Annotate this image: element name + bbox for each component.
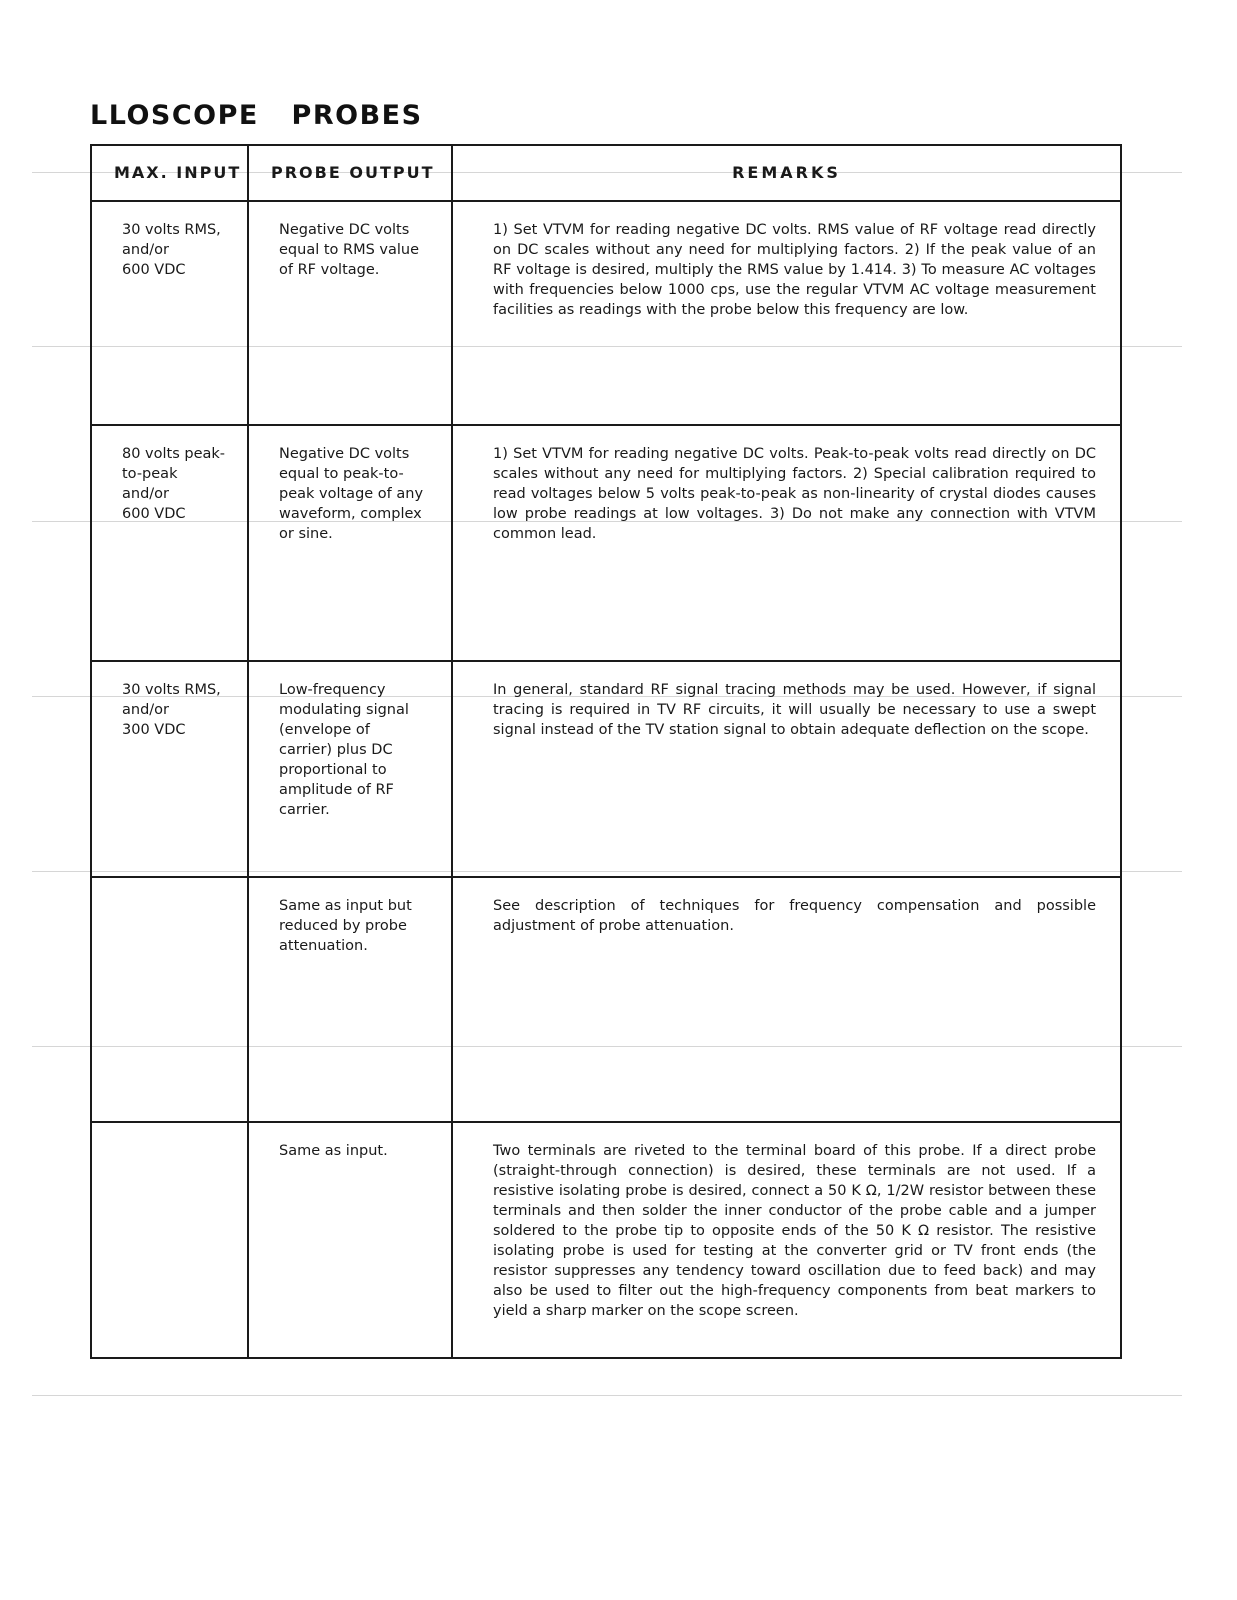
cell-probe-output: Negative DC volts equal to peak-to- peak voltage of any waveform, complex or sine.: [248, 425, 452, 661]
scan-artifact-line: [32, 1395, 1182, 1396]
cell-remarks: 1) Set VTVM for reading negative DC volts. RMS value of RF voltage read directly on DC scales without any need for multiplying factors. 2) If the peak value of an RF voltage is desired, multiply the RMS value by 1.414. 3) To measure AC voltages with frequencies below 1000 cps, use the regular VTVM AC voltage measurement facilities as readings with the probe below this frequency are low.: [452, 201, 1121, 425]
table-row: [91, 877, 1121, 1122]
cell-remarks: In general, standard RF signal tracing methods may be used. However, if signal tracing is required in TV RF circuits, it will usually be necessary to use a swept signal instead of the TV station signal to obtain adequate deflection on the scope.: [452, 661, 1121, 877]
table-header-row: [91, 145, 1121, 201]
cell-max-input: 80 volts peak- to-peak and/or 600 VDC: [91, 425, 248, 661]
table-row: [91, 661, 1121, 877]
header-probe-output: PROBE OUTPUT: [248, 145, 452, 201]
cell-remarks: See description of techniques for frequency compensation and possible adjustment of probe attenuation.: [452, 877, 1121, 1122]
cell-probe-output: Same as input.: [248, 1122, 452, 1358]
header-max-input: MAX. INPUT: [91, 145, 248, 201]
probe-specs-table: [90, 144, 1122, 1359]
cell-max-input: 30 volts RMS, and/or 300 VDC: [91, 661, 248, 877]
cell-max-input: [91, 877, 248, 1122]
cell-remarks: Two terminals are riveted to the terminal board of this probe. If a direct probe (straight-through connection) is desired, these terminals are not used. If a resistive isolating probe is desired, connect a 50 K Ω, 1/2W resistor between these terminals and then solder the inner conductor of the probe cable and a jumper soldered to the probe tip to opposite ends of the 50 K Ω resistor. The resistive isolating probe is used for testing at the converter grid or TV front ends (the resistor suppresses any tendency toward oscillation due to feed back) and may also be used to filter out the high-frequency components from beat markers to yield a sharp marker on the scope screen.: [452, 1122, 1121, 1358]
cell-probe-output: Low-frequency modulating signal (envelope of carrier) plus DC proportional to amplitude of RF carrier.: [248, 661, 452, 877]
header-remarks: REMARKS: [452, 145, 1121, 201]
page-title: LLOSCOPE PROBES: [90, 100, 423, 131]
table-row: [91, 1122, 1121, 1358]
cell-remarks: 1) Set VTVM for reading negative DC volts. Peak-to-peak volts read directly on DC scales without any need for multiplying factors. 2) Special calibration required to read voltages below 5 volts peak-to-peak as non-linearity of crystal diodes causes low probe readings at low voltages. 3) Do not make any connection with VTVM common lead.: [452, 425, 1121, 661]
cell-probe-output: Negative DC volts equal to RMS value of RF voltage.: [248, 201, 452, 425]
table-row: [91, 201, 1121, 425]
table-row: [91, 425, 1121, 661]
cell-probe-output: Same as input but reduced by probe attenuation.: [248, 877, 452, 1122]
cell-max-input: 30 volts RMS, and/or 600 VDC: [91, 201, 248, 425]
cell-max-input: [91, 1122, 248, 1358]
